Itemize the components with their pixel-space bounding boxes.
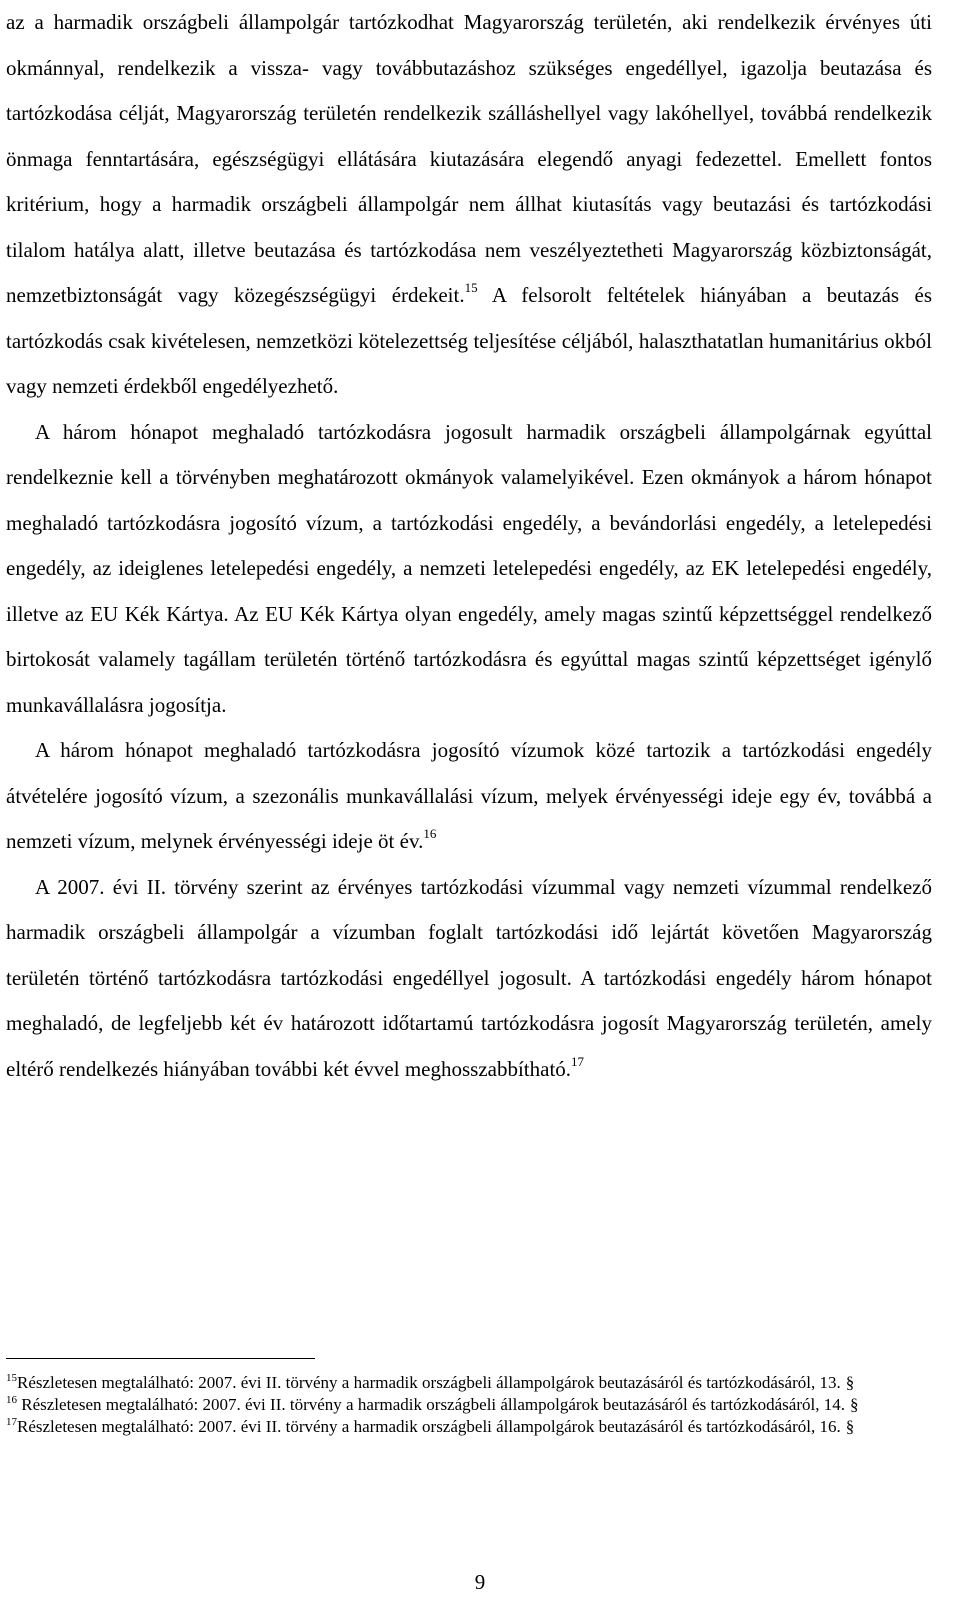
- section-mark: §: [849, 1395, 859, 1414]
- footnote-ref-16[interactable]: 16: [423, 826, 437, 841]
- footnote-ref-15[interactable]: 15: [464, 280, 478, 295]
- footnote-17: $^{17}$Részletesen megtalálható: 2007. évi II. törvény a harmadik országbeli állampolgárok beutazásáról és tartózkodásáról, 16. §: [6, 1416, 855, 1436]
- footnote-15: $^{15}$Részletesen megtalálható: 2007. évi II. törvény a harmadik országbeli állampolgárok beutazásáról és tartózkodásáról, 13. §: [6, 1372, 855, 1392]
- body-text: [6, 0, 932, 1092]
- paragraph-3: A három hónapot meghaladó tartózkodásra jogosító vízumok közé tartozik a tartózkodási engedély átvételére jogosító vízum, a szezonális munkavállalási vízum, melyek érvényességi ideje egy év, továbbá a nemzeti vízum, melynek érvényességi ideje öt év.$^{16}$: [6, 738, 932, 853]
- section-mark: §: [845, 1373, 855, 1392]
- paragraph-4: A 2007. évi II. törvény szerint az érvényes tartózkodási vízummal vagy nemzeti vízummal rendelkező harmadik országbeli állampolgár a vízumban foglalt tartózkodási idő lejártát követően Magyarország területén történő tartózkodásra tartózkodási engedéllyel jogosult. A tartózkodási engedély három hónapot meghaladó, de legfeljebb két év határozott időtartamú tartózkodásra jogosít Magyarország területén, amely eltérő rendelkezés hiányában további két évvel meghosszabbítható.$^{17}$: [6, 874, 932, 1081]
- footnote-16: $^{16}$ Részletesen megtalálható: 2007. évi II. törvény a harmadik országbeli állampolgárok beutazásáról és tartózkodásáról, 14. §: [6, 1394, 859, 1414]
- section-mark: §: [845, 1417, 855, 1436]
- page-number: 9: [474, 1570, 486, 1594]
- paragraph-1: az a harmadik országbeli állampolgár tartózkodhat Magyarország területén, aki rendelkezik érvényes úti okmánnyal, rendelkezik a vissza- vagy továbbutazáshoz szükséges engedéllyel, igazolja beutazása és tartózkodása célját, Magyarország területén rendelkezik szálláshellyel vagy lakóhellyel, továbbá rendelkezik önmaga fenntartására, egészségügyi ellátására kiutazására elegendő anyagi fedezettel. Emellett fontos kritérium, hogy a harmadik országbeli állampolgár nem állhat kiutasítás vagy beutazási és tartózkodási tilalom hatálya alatt, illetve beutazása és tartózkodása nem veszélyeztetheti Magyarország közbiztonságát, nemzetbiztonságát vagy közegészségügyi érdekeit.$^{15}$ A felsorolt feltételek hiányában a beutazás és tartózkodás csak kivételesen, nemzetközi kötelezettség teljesítése céljából, halaszthatatlan humanitárius okból vagy nemzeti érdekből engedélyezhető.: [6, 10, 932, 398]
- footnote-separator: [6, 1358, 315, 1359]
- footnotes: [6, 1372, 926, 1438]
- footnote-ref-17[interactable]: 17: [571, 1053, 585, 1069]
- paragraph-2: A három hónapot meghaladó tartózkodásra jogosult harmadik országbeli állampolgárnak egyúttal rendelkeznie kell a törvényben meghatározott okmányok valamelyikével. Ezen okmányok a három hónapot meghaladó tartózkodásra jogosító vízum, a tartózkodási engedély, a bevándorlási engedély, a letelepedési engedély, az ideiglenes letelepedési engedély, a nemzeti letelepedési engedély, az EK letelepedési engedély, illetve az EU Kék Kártya. Az EU Kék Kártya olyan engedély, amely magas szintű képzettséggel rendelkező birtokosát valamely tagállam területén történő tartózkodásra és egyúttal magas szintű képzettséget igénylő munkavállalásra jogosítja.: [6, 419, 932, 717]
